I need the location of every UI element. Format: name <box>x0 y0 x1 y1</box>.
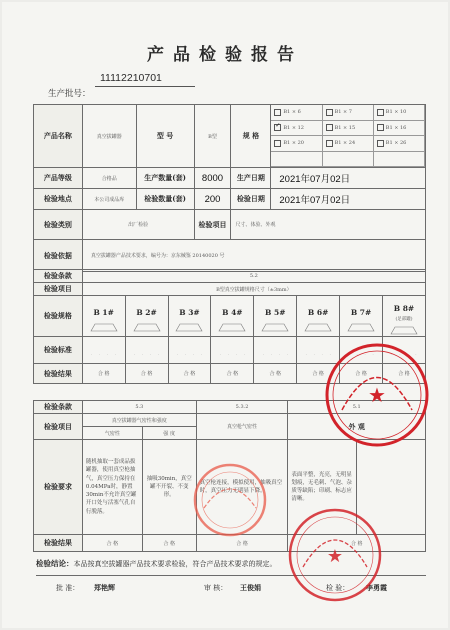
cup-standard-cell <box>297 337 340 364</box>
cup-label: B 5# <box>265 307 286 317</box>
cup-label: B 3# <box>179 307 200 317</box>
perf-sub-strength: 强 度 <box>142 427 196 440</box>
cup-diagram-icon <box>258 321 292 333</box>
cup-spec-cell <box>340 296 383 337</box>
spec-option-label: B1 × 20 <box>283 140 304 147</box>
cup-result-cell: 合 格 <box>340 364 383 384</box>
cup-spec-cell <box>125 296 168 337</box>
items-value: 尺寸、体验、外观 <box>231 210 426 240</box>
product-name-label: 产品名称 <box>34 105 83 168</box>
inspect-quantity-label: 检验数量(套) <box>136 189 194 210</box>
checkbox-icon[interactable] <box>377 124 384 131</box>
category-label: 检验类别 <box>34 210 83 240</box>
dim-clause-label: 检验条款 <box>34 270 83 283</box>
perf-clause-b: 5.3.2 <box>196 401 288 414</box>
cup-result-cell: 合 格 <box>254 364 297 384</box>
checkbox-icon[interactable] <box>377 140 384 147</box>
cup-result-cell: 合 格 <box>168 364 211 384</box>
spec-option-label: B1 × 12 <box>283 124 304 131</box>
spec-option-label: B1 × 7 <box>334 109 352 116</box>
checkbox-icon[interactable] <box>274 140 281 147</box>
model-value: B型 <box>194 105 231 168</box>
approve-label: 批 准： <box>56 584 80 592</box>
location-value: 本公司成品库 <box>82 189 136 210</box>
conclusion-divider <box>36 575 426 576</box>
perf-sub-airtight: 气密性 <box>82 427 142 440</box>
cup-label: B 6# <box>307 307 329 317</box>
cup-spec-cell <box>82 296 125 337</box>
cup-diagram-icon <box>344 321 378 333</box>
cup-label: B 8# <box>393 304 415 313</box>
perf-clause-c: 5.1 <box>288 401 426 414</box>
cup-spec-cell <box>382 296 425 337</box>
dim-item-value: B型真空拔罐规格尺寸（±3mm） <box>82 283 425 296</box>
perf-result-strength: 合 格 <box>142 535 196 552</box>
spec-option-label: B1 × 6 <box>283 109 301 116</box>
perf-req-gun: 真空枪连接，模拟使用，抽吸真空时，真空压力无明显下降。 <box>196 440 288 535</box>
batch-label: 生产批号： <box>48 89 91 99</box>
spec-option-label: B1 × 24 <box>334 140 356 147</box>
spec-options <box>271 105 426 168</box>
checkbox-icon[interactable] <box>377 109 384 116</box>
cup-result-cell: 合 格 <box>297 364 340 384</box>
cup-diagram-icon <box>301 321 335 333</box>
standard-mark: · <box>364 352 366 357</box>
cup-spec-cell <box>211 296 254 337</box>
standard-mark: · <box>262 352 264 357</box>
report-title: 产品检验报告 <box>147 45 303 65</box>
checkbox-icon[interactable] <box>326 109 333 116</box>
standard-mark: · <box>107 352 109 357</box>
checkbox-icon[interactable] <box>326 124 333 131</box>
spec-option[interactable] <box>271 121 322 137</box>
dim-item-label: 检验项目 <box>34 283 83 296</box>
perf-result-label: 检验结果 <box>34 535 83 552</box>
cup-diagram-icon <box>87 321 121 333</box>
standard-mark: · <box>91 352 93 357</box>
standard-mark: · <box>227 352 229 357</box>
spec-option[interactable] <box>374 136 425 152</box>
dim-result-label: 检验结果 <box>34 364 83 384</box>
spec-option-label: B1 × 15 <box>334 124 356 131</box>
cup-result-cell: 合 格 <box>211 364 254 384</box>
category-value: 出厂检验 <box>82 210 194 240</box>
spec-option-label: B1 × 26 <box>385 140 407 147</box>
quantity-value: 8000 <box>194 168 231 189</box>
spec-option[interactable] <box>323 121 374 137</box>
checked-box-icon[interactable] <box>274 124 281 131</box>
dim-spec-label: 检验规格 <box>34 296 83 337</box>
spec-label: 规 格 <box>231 105 271 168</box>
perf-clause-a: 5.3 <box>82 401 196 414</box>
inspect-date-label: 检验日期 <box>231 189 271 210</box>
cup-diagram-icon <box>130 321 164 333</box>
batch-underline <box>95 86 195 87</box>
perf-item-label: 检验项目 <box>34 414 83 440</box>
cup-standard-cell <box>340 337 383 364</box>
cup-diagram-icon <box>172 321 206 333</box>
spec-empty-cell <box>323 152 374 168</box>
perf-result-airtight: 合 格 <box>82 535 142 552</box>
standard-mark: · <box>200 352 203 357</box>
cup-result-cell: 合 格 <box>82 364 125 384</box>
spec-empty-cell <box>271 152 322 168</box>
standard-mark: · <box>150 352 152 357</box>
cup-label: B 2# <box>136 307 157 317</box>
svg-text:★: ★ <box>368 383 386 407</box>
cup-standard-cell <box>211 337 254 364</box>
checkbox-icon[interactable] <box>326 140 333 147</box>
standard-mark: · <box>176 352 179 357</box>
cup-standard-cell <box>168 337 211 364</box>
grade-label: 产品等级 <box>34 168 83 189</box>
cup-result-cell: 合 格 <box>125 364 168 384</box>
reviewer-name: 王俊娟 <box>240 583 261 592</box>
quantity-label: 生产数量(套) <box>136 168 194 189</box>
perf-req-blank <box>357 440 426 535</box>
cup-diagram-icon <box>387 324 421 336</box>
cup-result-cell: 合 格 <box>382 364 425 384</box>
inspect-date-value: 2021年07月02日 <box>271 189 426 210</box>
grade-value: 合格品 <box>82 168 136 189</box>
cup-note: (足部罐) <box>395 317 413 322</box>
inspect-label: 检 验： <box>326 584 350 592</box>
conclusion-label: 检验结论： <box>36 559 74 568</box>
cup-spec-cell <box>254 296 297 337</box>
standard-mark: · <box>115 352 117 357</box>
dimension-table <box>33 269 426 384</box>
standard-mark: · <box>184 352 187 357</box>
review-label: 审 核： <box>204 584 228 592</box>
conclusion-text: 本品按真空拔罐器产品技术要求检验，符合产品技术要求的规定。 <box>73 560 277 568</box>
basis-value: 真空拔罐器产品技术要求，编号为：京东械鉴 20140020 号 <box>82 240 425 272</box>
standard-mark: · <box>399 352 401 357</box>
perf-result-appearance: 合 格 <box>288 535 426 552</box>
perf-req-label: 检验要求 <box>34 440 83 535</box>
cup-label: B 7# <box>350 307 372 317</box>
spec-option[interactable] <box>323 136 374 152</box>
perf-item-a: 真空拔罐器气密性和强度 <box>82 414 196 427</box>
spec-option[interactable] <box>323 105 374 121</box>
batch-number: 11112210701 <box>100 72 162 84</box>
inspect-quantity-value: 200 <box>194 189 231 210</box>
standard-mark: · <box>372 352 374 357</box>
spec-option-label: B1 × 10 <box>385 109 407 116</box>
standard-mark: · <box>415 352 417 357</box>
standard-mark: · <box>278 352 280 357</box>
basis-label: 检验依据 <box>34 240 83 272</box>
perf-result-gun: 合 格 <box>196 535 288 552</box>
perf-clause-label: 检验条款 <box>34 401 83 414</box>
approver-name: 郑艳辉 <box>94 583 115 592</box>
dim-clause-value: 5.2 <box>82 270 425 283</box>
standard-mark: · <box>142 352 144 357</box>
standard-mark: · <box>348 352 350 357</box>
standard-mark: · <box>270 352 272 357</box>
cup-spec-cell <box>297 296 340 337</box>
standard-mark: · <box>99 352 101 357</box>
perf-req-strength: 抽吸30min，真空罐不开裂、不变形。 <box>142 440 196 535</box>
signature-row <box>36 580 416 600</box>
perf-req-appearance: 表面平整，光亮，无明显划痕，无毛刺、气泡、杂质等缺陷；印刷、标志应清晰。 <box>288 440 357 535</box>
standard-mark: · <box>407 352 409 357</box>
standard-mark: · <box>305 352 307 357</box>
cup-label: B 4# <box>222 307 243 317</box>
spec-option[interactable] <box>271 105 322 121</box>
cup-label: B 1# <box>93 307 114 317</box>
standard-mark: · <box>219 352 221 357</box>
product-info-table <box>33 104 426 272</box>
production-date-label: 生产日期 <box>231 168 271 189</box>
items-label: 检验项目 <box>194 210 231 240</box>
standard-mark: · <box>286 352 288 357</box>
standard-mark: · <box>158 352 160 357</box>
standard-mark: · <box>321 352 323 357</box>
cup-standard-cell <box>125 337 168 364</box>
standard-mark: · <box>243 352 245 357</box>
model-label: 型 号 <box>136 105 194 168</box>
product-name-value: 真空拔罐器 <box>82 105 136 168</box>
performance-table <box>33 400 426 552</box>
spec-empty-cell <box>374 152 425 168</box>
spec-option[interactable] <box>374 105 425 121</box>
perf-item-b: 真空枪气密性 <box>196 414 288 440</box>
spec-option[interactable] <box>271 136 322 152</box>
standard-mark: · <box>134 352 136 357</box>
standard-mark: · <box>235 352 237 357</box>
svg-text:★: ★ <box>326 546 344 567</box>
inspector-name: 李勇霞 <box>366 583 387 592</box>
cup-diagram-icon <box>215 321 249 333</box>
cup-standard-cell <box>82 337 125 364</box>
standard-mark: · <box>192 352 195 357</box>
production-date-value: 2021年07月02日 <box>271 168 426 189</box>
standard-mark: · <box>391 352 393 357</box>
perf-item-c: 外 观 <box>288 414 426 440</box>
spec-option[interactable] <box>374 121 425 137</box>
standard-mark: · <box>313 352 315 357</box>
perf-req-airtight: 随机抽取一套成品拔罐器，使用真空枪抽气，真空压力保持在0.04MPa时，静置30min不允许真空罐开口处与活塞气孔自行脱落。 <box>82 440 142 535</box>
standard-mark: · <box>329 352 331 357</box>
conclusion <box>36 558 277 569</box>
cup-standard-cell <box>382 337 425 364</box>
location-label: 检验地点 <box>34 189 83 210</box>
dim-standard-label: 检验标准 <box>34 337 83 364</box>
standard-mark: · <box>356 352 358 357</box>
spec-option-label: B1 × 16 <box>385 124 407 131</box>
cup-spec-cell <box>168 296 211 337</box>
cup-standard-cell <box>254 337 297 364</box>
checkbox-icon[interactable] <box>274 109 281 116</box>
